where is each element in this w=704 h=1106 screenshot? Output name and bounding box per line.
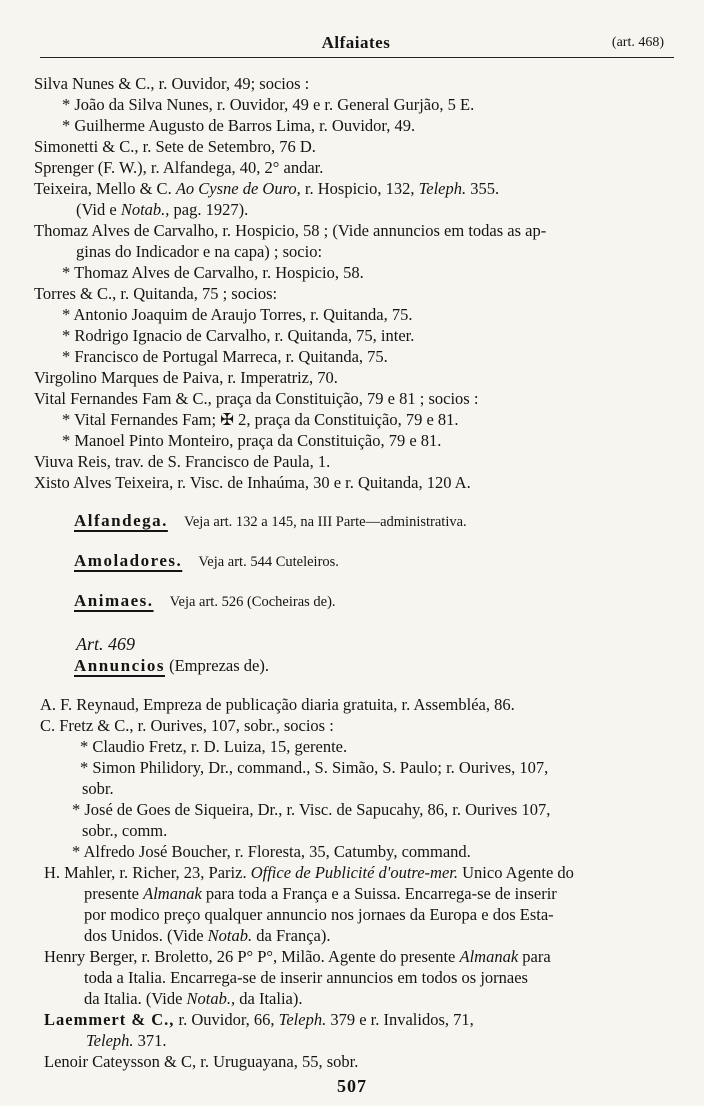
article-heading xyxy=(74,656,269,676)
article-subtitle: (Emprezas de). xyxy=(169,656,269,675)
entry-text: Henry Berger, r. Broletto, 26 P° P°, Milão. Agente do presente xyxy=(44,947,456,966)
entry-reference xyxy=(76,200,248,220)
shop-name: Ao Cysne de Ouro, xyxy=(175,179,301,198)
telephone-label: Teleph. xyxy=(278,1010,327,1029)
entry-continuation: sobr. xyxy=(82,779,114,798)
header-title: Alfaiates xyxy=(321,33,391,52)
entry-continuation xyxy=(84,884,557,904)
entry-socio: * Alfredo José Boucher, r. Floresta, 35, Catumby, command. xyxy=(72,842,471,861)
entry-socio: * Vital Fernandes Fam; ✠ 2, praça da Constituição, 79 e 81. xyxy=(62,410,459,429)
section-title: Alfandega. xyxy=(74,511,168,530)
entry-laemmert xyxy=(44,1010,474,1030)
office-name: Office de Publicité d'outre-mer. xyxy=(250,863,458,882)
section-animaes xyxy=(74,591,336,612)
article-title: Annuncios xyxy=(74,656,165,675)
entry-continuation xyxy=(84,926,330,946)
entry-address: r. Hospicio, 132, xyxy=(304,179,415,198)
section-ref: Veja art. 526 (Cocheiras de). xyxy=(169,594,336,610)
entry-continuation: por modico preço qualquer annuncio nos jornaes da Europa e dos Esta- xyxy=(84,905,554,924)
entry-socio: * João da Silva Nunes, r. Ouvidor, 49 e r. General Gurjão, 5 E. xyxy=(62,95,475,114)
entry-continuation: ginas do Indicador e na capa) ; socio: xyxy=(76,242,323,261)
entry-text: da França). xyxy=(256,926,331,945)
entry-text: 379 e r. Invalidos, 71, xyxy=(330,1010,474,1029)
section-amoladores xyxy=(74,551,339,572)
entry-thomaz-alves: Thomaz Alves de Carvalho, r. Hospicio, 58 ; (Vide annuncios em todas as ap- xyxy=(34,221,547,240)
page-number: 507 xyxy=(337,1076,367,1096)
almanak-label: Almanak xyxy=(459,947,519,966)
telephone-number: 355. xyxy=(470,179,500,198)
entry-berger xyxy=(44,947,551,967)
entry-xisto: Xisto Alves Teixeira, r. Visc. de Inhaúma, 30 e r. Quitanda, 120 A. xyxy=(34,473,471,492)
entry-continuation xyxy=(86,1031,167,1051)
page-header xyxy=(38,33,674,55)
entry-name: H. Mahler, r. Richer, 23, Pariz. xyxy=(44,863,247,882)
ref-page: pag. 1927). xyxy=(173,200,249,219)
section-ref: Veja art. 132 a 145, na III Parte—administrativa. xyxy=(184,514,467,530)
entry-socio: * Guilherme Augusto de Barros Lima, r. Ouvidor, 49. xyxy=(62,116,416,135)
entry-virgolino: Virgolino Marques de Paiva, r. Imperatriz, 70. xyxy=(34,368,338,387)
telephone-label: Teleph. xyxy=(86,1031,134,1050)
entry-text: da Italia. (Vide xyxy=(84,989,183,1008)
entry-silva-nunes: Silva Nunes & C., r. Ouvidor, 49; socios : xyxy=(34,74,310,93)
entry-continuation xyxy=(84,989,302,1009)
section-ref: Veja art. 544 Cuteleiros. xyxy=(198,554,339,570)
entry-lenoir: Lenoir Cateysson & C, r. Uruguayana, 55, sobr. xyxy=(44,1052,359,1071)
entry-text: Unico Agente do xyxy=(462,863,574,882)
header-rule xyxy=(40,57,674,58)
almanak-label: Almanak xyxy=(143,884,202,903)
entry-text: para toda a França e a Suissa. Encarrega-se de inserir xyxy=(205,884,557,903)
entry-address: r. Ouvidor, 66, xyxy=(178,1010,275,1029)
entry-socio: * Simon Philidory, Dr., command., S. Simão, S. Paulo; r. Ourives, 107, xyxy=(80,758,549,777)
section-title: Amoladores. xyxy=(74,551,183,570)
entry-socio: * Thomaz Alves de Carvalho, r. Hospicio, 58. xyxy=(62,263,364,282)
entry-socio: * Manoel Pinto Monteiro, praça da Constituição, 79 e 81. xyxy=(62,431,442,450)
entry-continuation: sobr., comm. xyxy=(82,821,168,840)
section-alfandega xyxy=(74,511,467,532)
entry-name: Teixeira, Mello & C. xyxy=(34,179,172,198)
entry-fretz: C. Fretz & C., r. Ourives, 107, sobr., socios : xyxy=(40,716,334,735)
entry-text: da Italia). xyxy=(239,989,303,1008)
entry-text: dos Unidos. (Vide xyxy=(84,926,204,945)
entry-socio: * José de Goes de Siqueira, Dr., r. Visc. de Sapucahy, 86, r. Ourives 107, xyxy=(72,800,551,819)
notab-label: Notab., xyxy=(186,989,236,1008)
entry-socio: * Rodrigo Ignacio de Carvalho, r. Quitanda, 75, inter. xyxy=(62,326,415,345)
entry-teixeira-mello xyxy=(34,179,499,199)
entry-socio: * Claudio Fretz, r. D. Luiza, 15, gerente. xyxy=(80,737,348,756)
header-article-ref: (art. 468) xyxy=(611,35,664,50)
notab-label: Notab., xyxy=(120,200,170,219)
entry-continuation: toda a Italia. Encarrega-se de inserir annuncios em todos os jornaes xyxy=(84,968,528,987)
entry-vital-fernandes: Vital Fernandes Fam & C., praça da Constituição, 79 e 81 ; socios : xyxy=(34,389,479,408)
entry-torres: Torres & C., r. Quitanda, 75 ; socios: xyxy=(34,284,278,303)
ref-prefix: (Vid e xyxy=(76,200,117,219)
entry-sprenger: Sprenger (F. W.), r. Alfandega, 40, 2° andar. xyxy=(34,158,324,177)
entry-socio: * Antonio Joaquim de Araujo Torres, r. Quitanda, 75. xyxy=(62,305,413,324)
telephone-number: 371. xyxy=(137,1031,167,1050)
entry-viuva-reis: Viuva Reis, trav. de S. Francisco de Paula, 1. xyxy=(34,452,331,471)
entry-text: presente xyxy=(84,884,139,903)
notab-label: Notab. xyxy=(207,926,253,945)
entry-reynaud: A. F. Reynaud, Empreza de publicação diaria gratuita, r. Assembléa, 86. xyxy=(40,695,515,714)
section-title: Animaes. xyxy=(74,591,154,610)
entry-text: para xyxy=(522,947,551,966)
entry-mahler xyxy=(44,863,574,883)
entry-simonetti: Simonetti & C., r. Sete de Setembro, 76 D. xyxy=(34,137,316,156)
telephone-label: Teleph. xyxy=(418,179,467,198)
entry-socio: * Francisco de Portugal Marreca, r. Quitanda, 75. xyxy=(62,347,388,366)
entry-name: Laemmert & C., xyxy=(44,1010,175,1029)
article-label: Art. 469 xyxy=(76,634,136,654)
